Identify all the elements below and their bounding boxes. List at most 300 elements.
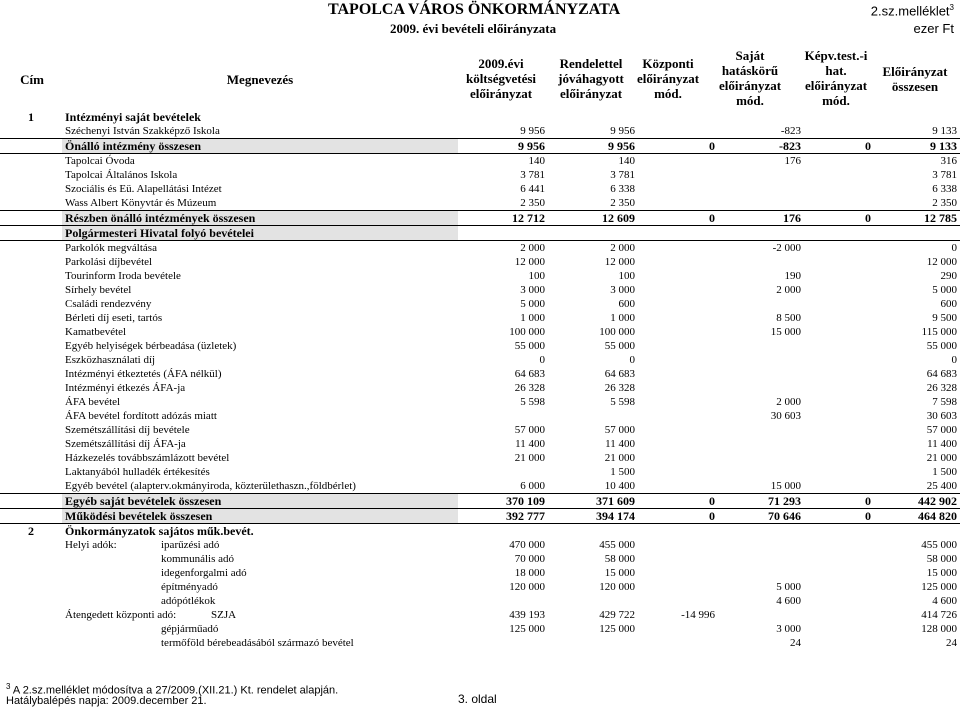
row-cim xyxy=(0,325,62,339)
table-row xyxy=(0,297,960,311)
value-cell: 9 956 xyxy=(548,139,638,154)
row-label xyxy=(62,196,458,211)
value-cell: 3 781 xyxy=(932,169,957,181)
unit-label: ezer Ft xyxy=(913,21,954,36)
value-cell: 125 000 xyxy=(921,581,957,593)
row-label xyxy=(62,552,458,566)
table-row xyxy=(0,423,960,437)
value-cell xyxy=(804,325,874,339)
table-row xyxy=(0,566,960,580)
value-cell xyxy=(718,566,804,580)
value-cell: 0 xyxy=(638,494,718,509)
row-cim xyxy=(0,636,62,650)
value-cell xyxy=(804,395,874,409)
row-label xyxy=(62,409,458,423)
page-subtitle: 2009. évi bevételi előirányzata xyxy=(390,21,557,36)
value-cell xyxy=(458,226,548,241)
value-cell: 1 000 xyxy=(610,312,635,324)
row-cim xyxy=(0,395,62,409)
value-cell xyxy=(804,636,874,650)
value-cell xyxy=(718,538,804,552)
col-header-c5-line: Képv.test.-i xyxy=(804,48,868,63)
value-cell: 115 000 xyxy=(921,326,957,338)
value-cell: 26 328 xyxy=(926,382,957,394)
row-label-text: Működési bevételek összesen xyxy=(65,509,213,523)
row-label xyxy=(62,622,458,636)
value-cell xyxy=(718,226,804,241)
value-cell xyxy=(804,367,874,381)
value-cell: 55 000 xyxy=(514,340,545,352)
row-label-text: Intézményi étkeztetés (ÁFA nélkül) xyxy=(65,368,222,380)
value-cell xyxy=(638,297,718,311)
table-row xyxy=(0,139,960,154)
row-label-text: gépjárműadó xyxy=(161,623,219,635)
row-label xyxy=(62,311,458,325)
row-label-text: Házkezelés továbbszámlázott bevétel xyxy=(65,452,230,464)
value-cell: 394 174 xyxy=(548,509,638,524)
value-cell xyxy=(718,381,804,395)
col-header-c2-line: jóváhagyott xyxy=(558,71,624,86)
row-label xyxy=(62,395,458,409)
value-cell: 1 000 xyxy=(520,312,545,324)
row-cim xyxy=(0,139,62,154)
value-cell: 0 xyxy=(629,354,635,366)
annex-label xyxy=(871,3,954,18)
value-cell: 5 000 xyxy=(776,581,801,593)
value-cell: 120 000 xyxy=(509,581,545,593)
value-cell: 3 000 xyxy=(610,284,635,296)
row-label xyxy=(62,381,458,395)
value-cell: 21 000 xyxy=(514,452,545,464)
value-cell xyxy=(804,353,874,367)
value-cell xyxy=(638,465,718,479)
value-cell: 15 000 xyxy=(770,326,801,338)
table-row xyxy=(0,437,960,451)
value-cell xyxy=(638,566,718,580)
row-cim xyxy=(0,283,62,297)
row-label xyxy=(62,139,458,154)
row-label xyxy=(62,325,458,339)
value-cell: 6 000 xyxy=(520,480,545,492)
value-cell xyxy=(804,566,874,580)
table-row xyxy=(0,168,960,182)
row-label-text: Polgármesteri Hivatal folyó bevételei xyxy=(65,226,254,240)
table-row xyxy=(0,269,960,283)
row-label xyxy=(62,580,458,594)
row-label xyxy=(62,211,458,226)
value-cell xyxy=(638,255,718,269)
value-cell: 120 000 xyxy=(599,581,635,593)
value-cell: 21 000 xyxy=(926,452,957,464)
annex-sup: 3 xyxy=(949,3,954,12)
footnote-text: A 2.sz.melléklet módosítva a 27/2009.(XII.21.) Kt. rendelet alapján. xyxy=(12,684,339,697)
value-cell xyxy=(804,409,874,423)
value-cell xyxy=(548,594,638,608)
value-cell: 429 722 xyxy=(599,609,635,621)
col-header-c1-line: előirányzat xyxy=(469,86,533,101)
value-cell: 4 600 xyxy=(932,595,957,607)
row-label xyxy=(62,594,458,608)
value-cell xyxy=(548,110,638,124)
value-cell: 6 338 xyxy=(932,183,957,195)
row-cim xyxy=(0,196,62,211)
col-header-c4-line: hatáskörű xyxy=(721,63,779,78)
table-row xyxy=(0,594,960,608)
value-cell: 128 000 xyxy=(921,623,957,635)
row-label-text: idegenforgalmi adó xyxy=(161,567,247,579)
row-label xyxy=(62,226,458,241)
value-cell: 0 xyxy=(804,494,874,509)
row-prefix: Helyi adók: xyxy=(65,539,117,551)
value-cell: 70 646 xyxy=(718,509,804,524)
value-cell xyxy=(638,124,718,139)
row-label-text: Tapolcai Óvoda xyxy=(65,155,135,167)
row-cim xyxy=(0,269,62,283)
table-row xyxy=(0,124,960,139)
row-label-text: Parkolók megváltása xyxy=(65,242,157,254)
table-row xyxy=(0,381,960,395)
value-cell xyxy=(804,226,874,241)
value-cell: 2 000 xyxy=(610,242,635,254)
value-cell: 11 400 xyxy=(515,438,545,450)
value-cell: 15 000 xyxy=(604,567,635,579)
col-header-megnevezes: Megnevezés xyxy=(226,72,294,87)
value-cell: 5 000 xyxy=(932,284,957,296)
value-cell: 9 956 xyxy=(520,125,545,137)
col-header-c2 xyxy=(546,56,636,101)
table-row xyxy=(0,110,960,124)
value-cell: 1 500 xyxy=(932,466,957,478)
table-row xyxy=(0,311,960,325)
value-cell: 439 193 xyxy=(509,609,545,621)
value-cell: 9 956 xyxy=(458,139,548,154)
value-cell: 0 xyxy=(951,242,957,254)
row-label-text: ÁFA bevétel fordított adózás miatt xyxy=(65,410,217,422)
value-cell xyxy=(718,437,804,451)
row-label-text: Bérleti díj eseti, tartós xyxy=(65,312,163,324)
row-label xyxy=(62,479,458,494)
value-cell: 64 683 xyxy=(926,368,957,380)
value-cell xyxy=(804,608,874,622)
row-label-text: Wass Albert Könyvtár és Múzeum xyxy=(65,197,217,209)
value-cell: 26 328 xyxy=(514,382,545,394)
footnote-sup: 3 xyxy=(6,682,11,691)
value-cell xyxy=(804,423,874,437)
row-label-text: SZJA xyxy=(211,609,237,621)
row-cim xyxy=(0,437,62,451)
row-label-text: Szemétszállítási díj ÁFA-ja xyxy=(65,438,186,450)
col-header-c2-line: előirányzat xyxy=(559,86,623,101)
value-cell xyxy=(804,168,874,182)
row-cim xyxy=(0,409,62,423)
value-cell xyxy=(804,451,874,465)
value-cell xyxy=(804,552,874,566)
row-cim xyxy=(0,479,62,494)
value-cell: 8 500 xyxy=(776,312,801,324)
value-cell: 5 598 xyxy=(610,396,635,408)
value-cell xyxy=(804,255,874,269)
value-cell: 57 000 xyxy=(926,424,957,436)
table-row xyxy=(0,353,960,367)
value-cell xyxy=(804,524,874,539)
value-cell: 140 xyxy=(528,155,545,167)
value-cell xyxy=(804,339,874,353)
value-cell: 2 350 xyxy=(610,197,635,209)
row-label xyxy=(62,494,458,509)
table-row xyxy=(0,283,960,297)
value-cell xyxy=(718,110,804,124)
value-cell xyxy=(718,367,804,381)
value-cell: 21 000 xyxy=(604,452,635,464)
value-cell: 12 609 xyxy=(548,211,638,226)
value-cell xyxy=(638,353,718,367)
row-label-text: Részben önálló intézmények összesen xyxy=(65,211,256,225)
value-cell xyxy=(804,594,874,608)
value-cell xyxy=(718,552,804,566)
row-cim xyxy=(0,608,62,622)
row-cim xyxy=(0,494,62,509)
value-cell xyxy=(638,367,718,381)
value-cell: 0 xyxy=(804,211,874,226)
row-label-text: Tapolcai Általános Iskola xyxy=(65,169,178,181)
col-header-c6-line: Előirányzat xyxy=(882,64,948,79)
value-cell: 3 781 xyxy=(610,169,635,181)
row-label-text: Szociális és Eü. Alapellátási Intézet xyxy=(65,183,222,195)
value-cell: 6 441 xyxy=(520,183,545,195)
row-label-text: Intézményi étkezés ÁFA-ja xyxy=(65,382,186,394)
value-cell: 58 000 xyxy=(926,553,957,565)
table-row xyxy=(0,524,960,539)
value-cell: 464 820 xyxy=(874,509,960,524)
row-label xyxy=(62,168,458,182)
row-label-text: termőföld bérebeadásából származó bevétel xyxy=(161,637,354,649)
row-label-text: Egyéb helyiségek bérbeadása (üzletek) xyxy=(65,340,237,352)
value-cell: 176 xyxy=(718,211,804,226)
value-cell: 2 000 xyxy=(520,242,545,254)
value-cell: 10 400 xyxy=(604,480,635,492)
row-cim xyxy=(0,566,62,580)
value-cell: 140 xyxy=(618,155,635,167)
revenue-table-body xyxy=(0,110,960,650)
value-cell: 24 xyxy=(946,637,957,649)
value-cell: 12 000 xyxy=(926,256,957,268)
value-cell: 15 000 xyxy=(770,480,801,492)
row-cim xyxy=(0,594,62,608)
value-cell: 9 133 xyxy=(874,139,960,154)
row-cim xyxy=(0,367,62,381)
value-cell: 442 902 xyxy=(874,494,960,509)
table-row xyxy=(0,622,960,636)
value-cell: 18 000 xyxy=(514,567,545,579)
value-cell xyxy=(458,636,548,650)
value-cell: 290 xyxy=(940,270,957,282)
table-row xyxy=(0,325,960,339)
value-cell xyxy=(548,226,638,241)
table-row xyxy=(0,451,960,465)
table-row xyxy=(0,154,960,169)
value-cell: 11 400 xyxy=(927,438,957,450)
table-row xyxy=(0,538,960,552)
value-cell xyxy=(718,423,804,437)
value-cell xyxy=(804,154,874,169)
row-cim: 2 xyxy=(28,524,34,538)
value-cell: -823 xyxy=(718,139,804,154)
value-cell xyxy=(804,479,874,494)
value-cell: 3 000 xyxy=(776,623,801,635)
row-cim xyxy=(0,339,62,353)
col-header-c5 xyxy=(794,48,878,108)
value-cell xyxy=(874,110,960,124)
row-cim xyxy=(0,154,62,169)
value-cell xyxy=(638,226,718,241)
row-cim xyxy=(0,241,62,256)
row-label xyxy=(62,154,458,169)
row-label-text: Egyéb bevétel (alapterv.okmányiroda, közterülethaszn.,földbérlet) xyxy=(65,480,356,492)
value-cell xyxy=(718,255,804,269)
row-label-text: kommunális adó xyxy=(161,553,235,565)
row-label-text: Szemétszállítási díj bevétele xyxy=(65,424,190,436)
row-label-text: Önálló intézmény összesen xyxy=(65,139,201,153)
value-cell: 370 109 xyxy=(458,494,548,509)
value-cell xyxy=(638,241,718,256)
value-cell: 455 000 xyxy=(599,539,635,551)
row-label xyxy=(62,423,458,437)
value-cell: 2 000 xyxy=(776,284,801,296)
value-cell xyxy=(638,381,718,395)
col-header-c5-line: hat. xyxy=(825,63,847,78)
row-cim xyxy=(0,622,62,636)
row-label-text: Kamatbevétel xyxy=(65,326,127,338)
row-label xyxy=(62,255,458,269)
row-label-text: ÁFA bevétel xyxy=(65,396,121,408)
row-label xyxy=(62,608,458,622)
value-cell: 7 598 xyxy=(932,396,957,408)
row-label xyxy=(62,524,458,539)
value-cell: 414 726 xyxy=(921,609,957,621)
col-header-c6-line: összesen xyxy=(891,79,939,94)
value-cell xyxy=(804,241,874,256)
value-cell: 25 400 xyxy=(926,480,957,492)
table-row xyxy=(0,226,960,241)
value-cell xyxy=(638,622,718,636)
page-title: TAPOLCA VÁROS ÖNKORMÁNYZATA xyxy=(328,1,621,18)
value-cell: 100 xyxy=(528,270,545,282)
value-cell: -14 996 xyxy=(681,609,715,621)
row-label xyxy=(62,451,458,465)
row-label xyxy=(62,241,458,256)
value-cell xyxy=(638,409,718,423)
row-cim xyxy=(0,465,62,479)
value-cell: 6 338 xyxy=(610,183,635,195)
col-header-cim: Cím xyxy=(20,72,44,87)
value-cell: 316 xyxy=(940,155,957,167)
row-cim xyxy=(0,423,62,437)
row-label xyxy=(62,509,458,524)
value-cell xyxy=(638,451,718,465)
col-header-c3-line: Központi xyxy=(642,56,694,71)
value-cell xyxy=(718,524,804,539)
row-cim xyxy=(0,538,62,552)
table-row xyxy=(0,211,960,226)
value-cell xyxy=(458,465,548,479)
value-cell: 2 350 xyxy=(932,197,957,209)
row-label-text: Eszközhasználati díj xyxy=(65,354,156,366)
value-cell: 190 xyxy=(784,270,801,282)
value-cell: 125 000 xyxy=(509,623,545,635)
value-cell: 600 xyxy=(940,298,957,310)
row-label-text: Parkolási díjbevétel xyxy=(65,256,153,268)
row-cim xyxy=(0,124,62,139)
table-row xyxy=(0,182,960,196)
effective-date: Hatálybalépés napja: 2009.december 21. xyxy=(6,695,207,707)
value-cell xyxy=(638,395,718,409)
value-cell: 0 xyxy=(804,509,874,524)
value-cell: 15 000 xyxy=(926,567,957,579)
table-row xyxy=(0,494,960,509)
row-label-text: Sírhely bevétel xyxy=(65,284,132,296)
value-cell: 125 000 xyxy=(599,623,635,635)
row-label-text: Laktanyából hulladék értékesítés xyxy=(65,466,210,478)
value-cell: 100 000 xyxy=(599,326,635,338)
value-cell: 64 683 xyxy=(604,368,635,380)
row-cim xyxy=(0,297,62,311)
value-cell: 12 712 xyxy=(458,211,548,226)
value-cell xyxy=(638,552,718,566)
value-cell xyxy=(718,451,804,465)
row-label xyxy=(62,566,458,580)
value-cell: 100 xyxy=(618,270,635,282)
value-cell: 30 603 xyxy=(926,410,957,422)
table-row xyxy=(0,580,960,594)
row-cim xyxy=(0,509,62,524)
col-header-c5-line: mód. xyxy=(822,93,850,108)
value-cell: 0 xyxy=(638,211,718,226)
row-label-text: Családi rendezvény xyxy=(65,298,152,310)
value-cell: 55 000 xyxy=(926,340,957,352)
value-cell xyxy=(804,269,874,283)
row-cim xyxy=(0,182,62,196)
table-row xyxy=(0,479,960,494)
value-cell: 9 956 xyxy=(610,125,635,137)
row-label-text: iparűzési adó xyxy=(161,539,220,551)
row-label xyxy=(62,182,458,196)
value-cell: 58 000 xyxy=(604,553,635,565)
value-cell xyxy=(804,283,874,297)
value-cell: 392 777 xyxy=(458,509,548,524)
value-cell xyxy=(718,297,804,311)
value-cell: 455 000 xyxy=(921,539,957,551)
table-row xyxy=(0,241,960,256)
value-cell: 5 598 xyxy=(520,396,545,408)
value-cell xyxy=(638,538,718,552)
value-cell xyxy=(804,124,874,139)
page-number: 3. oldal xyxy=(458,692,497,706)
value-cell xyxy=(638,311,718,325)
row-cim xyxy=(0,381,62,395)
value-cell: 176 xyxy=(784,155,801,167)
row-cim: 1 xyxy=(28,110,34,124)
col-header-c3-line: mód. xyxy=(654,86,682,101)
row-label xyxy=(62,538,458,552)
value-cell xyxy=(804,580,874,594)
value-cell xyxy=(874,524,960,539)
value-cell: 26 328 xyxy=(604,382,635,394)
value-cell xyxy=(804,622,874,636)
value-cell: 3 781 xyxy=(520,169,545,181)
col-header-c2-line: Rendelettel xyxy=(559,56,623,71)
row-cim xyxy=(0,168,62,182)
col-header-c4 xyxy=(708,48,792,108)
